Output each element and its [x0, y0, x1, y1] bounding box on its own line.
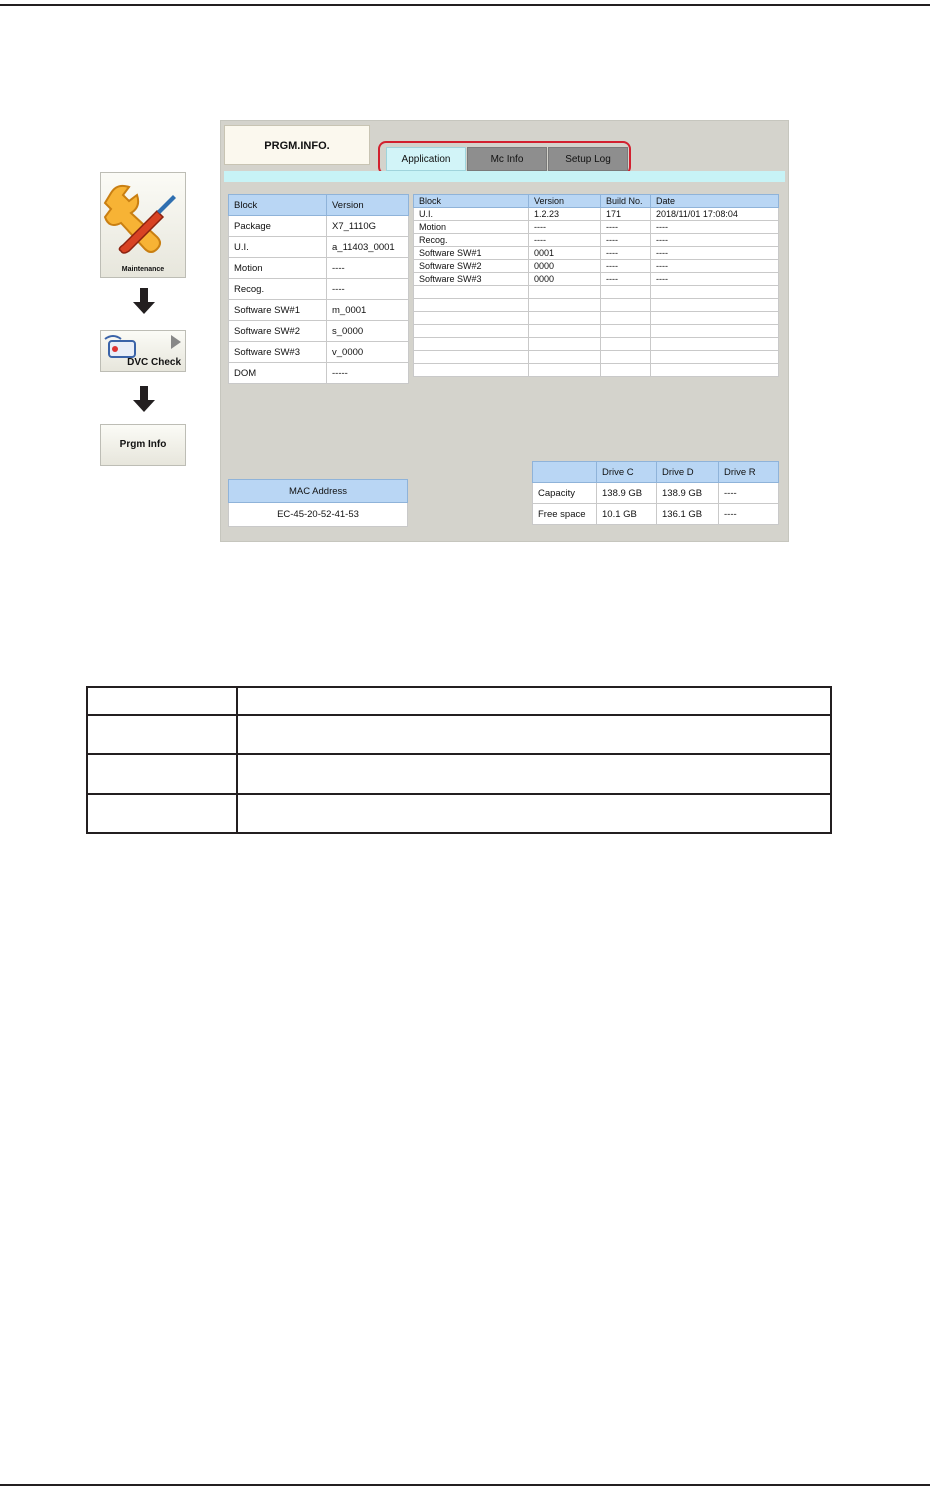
- cell: [601, 338, 651, 351]
- cell: [414, 351, 529, 364]
- dvc-check-label: DVC Check: [127, 357, 181, 368]
- cell: ----: [529, 234, 601, 247]
- column-divider: [236, 688, 238, 832]
- maintenance-button[interactable]: [100, 172, 186, 278]
- play-arrow-icon: [169, 334, 183, 350]
- wrench-screwdriver-icon: [101, 175, 185, 261]
- cell: [529, 325, 601, 338]
- cell-block: Motion: [229, 258, 327, 279]
- cell-block: Software SW#1: [229, 300, 327, 321]
- tab-setup-log[interactable]: Setup Log: [548, 147, 628, 171]
- cell: [529, 299, 601, 312]
- cell: 10.1 GB: [597, 504, 657, 525]
- cell: 2018/11/01 17:08:04: [651, 208, 779, 221]
- cell: [414, 364, 529, 377]
- block-version-table: [228, 194, 409, 384]
- cell-block: Software SW#2: [229, 321, 327, 342]
- table-row: [229, 321, 409, 342]
- table-row: [229, 300, 409, 321]
- cell: [414, 325, 529, 338]
- table-row: [414, 260, 779, 273]
- cell: [601, 286, 651, 299]
- cell: 0000: [529, 273, 601, 286]
- prgm-info-screen: [220, 120, 789, 542]
- cell: [414, 338, 529, 351]
- cell: Motion: [414, 221, 529, 234]
- column-header-drive-r: Drive R: [719, 462, 779, 483]
- cell: [414, 286, 529, 299]
- cell-version: ----: [327, 258, 409, 279]
- footer-rule: [0, 1484, 930, 1486]
- table-row: [414, 208, 779, 221]
- table-row: [533, 504, 779, 525]
- cell: ----: [651, 234, 779, 247]
- column-header-blank: [533, 462, 597, 483]
- cell: 171: [601, 208, 651, 221]
- cell: 138.9 GB: [597, 483, 657, 504]
- cell: 136.1 GB: [657, 504, 719, 525]
- column-header-version: Version: [529, 195, 601, 208]
- cell: [651, 351, 779, 364]
- cell-version: s_0000: [327, 321, 409, 342]
- cell: [601, 364, 651, 377]
- cell: Capacity: [533, 483, 597, 504]
- cell: ----: [601, 260, 651, 273]
- cell: [414, 299, 529, 312]
- cell: [601, 351, 651, 364]
- column-header-drive-c: Drive C: [597, 462, 657, 483]
- cell: [651, 325, 779, 338]
- column-header-date: Date: [651, 195, 779, 208]
- cell: [529, 286, 601, 299]
- cell: [651, 338, 779, 351]
- table-row: [414, 312, 779, 325]
- maintenance-label: Maintenance: [121, 266, 165, 273]
- tab-mc-info[interactable]: Mc Info: [467, 147, 547, 171]
- cell: [651, 312, 779, 325]
- cell: Software SW#1: [414, 247, 529, 260]
- cell: [651, 299, 779, 312]
- drive-capacity-table: [532, 461, 779, 525]
- table-row: [229, 216, 409, 237]
- cell: 138.9 GB: [657, 483, 719, 504]
- column-header-block: Block: [414, 195, 529, 208]
- prgm-info-label: Prgm Info: [119, 439, 167, 450]
- cell: Free space: [533, 504, 597, 525]
- cell-version: -----: [327, 363, 409, 384]
- table-row: [414, 221, 779, 234]
- column-header-drive-d: Drive D: [657, 462, 719, 483]
- mac-address-value: EC-45-20-52-41-53: [228, 503, 408, 527]
- cell: Software SW#3: [414, 273, 529, 286]
- cell: Software SW#2: [414, 260, 529, 273]
- description-table: [86, 686, 832, 834]
- cell-version: X7_1110G: [327, 216, 409, 237]
- table-row: [229, 279, 409, 300]
- mac-address-label: MAC Address: [228, 479, 408, 503]
- cell: ----: [651, 260, 779, 273]
- row-divider: [88, 714, 830, 716]
- cell: ----: [601, 247, 651, 260]
- table-row: [533, 483, 779, 504]
- cell: 0000: [529, 260, 601, 273]
- table-row: [229, 363, 409, 384]
- cell: ----: [651, 273, 779, 286]
- cell: ----: [651, 247, 779, 260]
- page-title: PRGM.INFO.: [224, 125, 370, 165]
- cell: 0001: [529, 247, 601, 260]
- cell-block: Recog.: [229, 279, 327, 300]
- table-row: [414, 247, 779, 260]
- dvc-check-button[interactable]: [100, 330, 186, 372]
- cell: [601, 325, 651, 338]
- cell-block: U.I.: [229, 237, 327, 258]
- cell: [651, 286, 779, 299]
- table-row: [414, 364, 779, 377]
- table-row: [414, 286, 779, 299]
- mac-address-box: [228, 479, 408, 527]
- tab-application[interactable]: Application: [386, 147, 466, 171]
- column-header-build-no: Build No.: [601, 195, 651, 208]
- cell: Recog.: [414, 234, 529, 247]
- table-row: [414, 234, 779, 247]
- cell: ----: [601, 221, 651, 234]
- cell: [651, 364, 779, 377]
- cell-block: Package: [229, 216, 327, 237]
- table-row: [229, 342, 409, 363]
- cell: ----: [529, 221, 601, 234]
- cell-version: m_0001: [327, 300, 409, 321]
- cell: 1.2.23: [529, 208, 601, 221]
- cell: [529, 338, 601, 351]
- cell: [601, 312, 651, 325]
- prgm-info-button[interactable]: [100, 424, 186, 466]
- cell-block: DOM: [229, 363, 327, 384]
- table-row: [414, 338, 779, 351]
- column-header-block: Block: [229, 195, 327, 216]
- cell: [414, 312, 529, 325]
- table-row: [414, 273, 779, 286]
- column-header-version: Version: [327, 195, 409, 216]
- cell: ----: [601, 234, 651, 247]
- table-row: [229, 258, 409, 279]
- cell-version: a_11403_0001: [327, 237, 409, 258]
- cell: ----: [719, 483, 779, 504]
- tab-group-highlight: [378, 141, 631, 175]
- cell: ----: [601, 273, 651, 286]
- cell-version: v_0000: [327, 342, 409, 363]
- application-detail-table: [413, 194, 779, 377]
- cell: [601, 299, 651, 312]
- row-divider: [88, 753, 830, 755]
- cell: U.I.: [414, 208, 529, 221]
- cell: [529, 351, 601, 364]
- table-row: [414, 351, 779, 364]
- cell-block: Software SW#3: [229, 342, 327, 363]
- header-rule: [0, 4, 930, 6]
- status-strip: [224, 171, 785, 182]
- row-divider: [88, 793, 830, 795]
- table-row: [414, 299, 779, 312]
- cell: ----: [651, 221, 779, 234]
- cell-version: ----: [327, 279, 409, 300]
- table-row: [229, 237, 409, 258]
- cell: [529, 312, 601, 325]
- cell: ----: [719, 504, 779, 525]
- cell: [529, 364, 601, 377]
- table-row: [414, 325, 779, 338]
